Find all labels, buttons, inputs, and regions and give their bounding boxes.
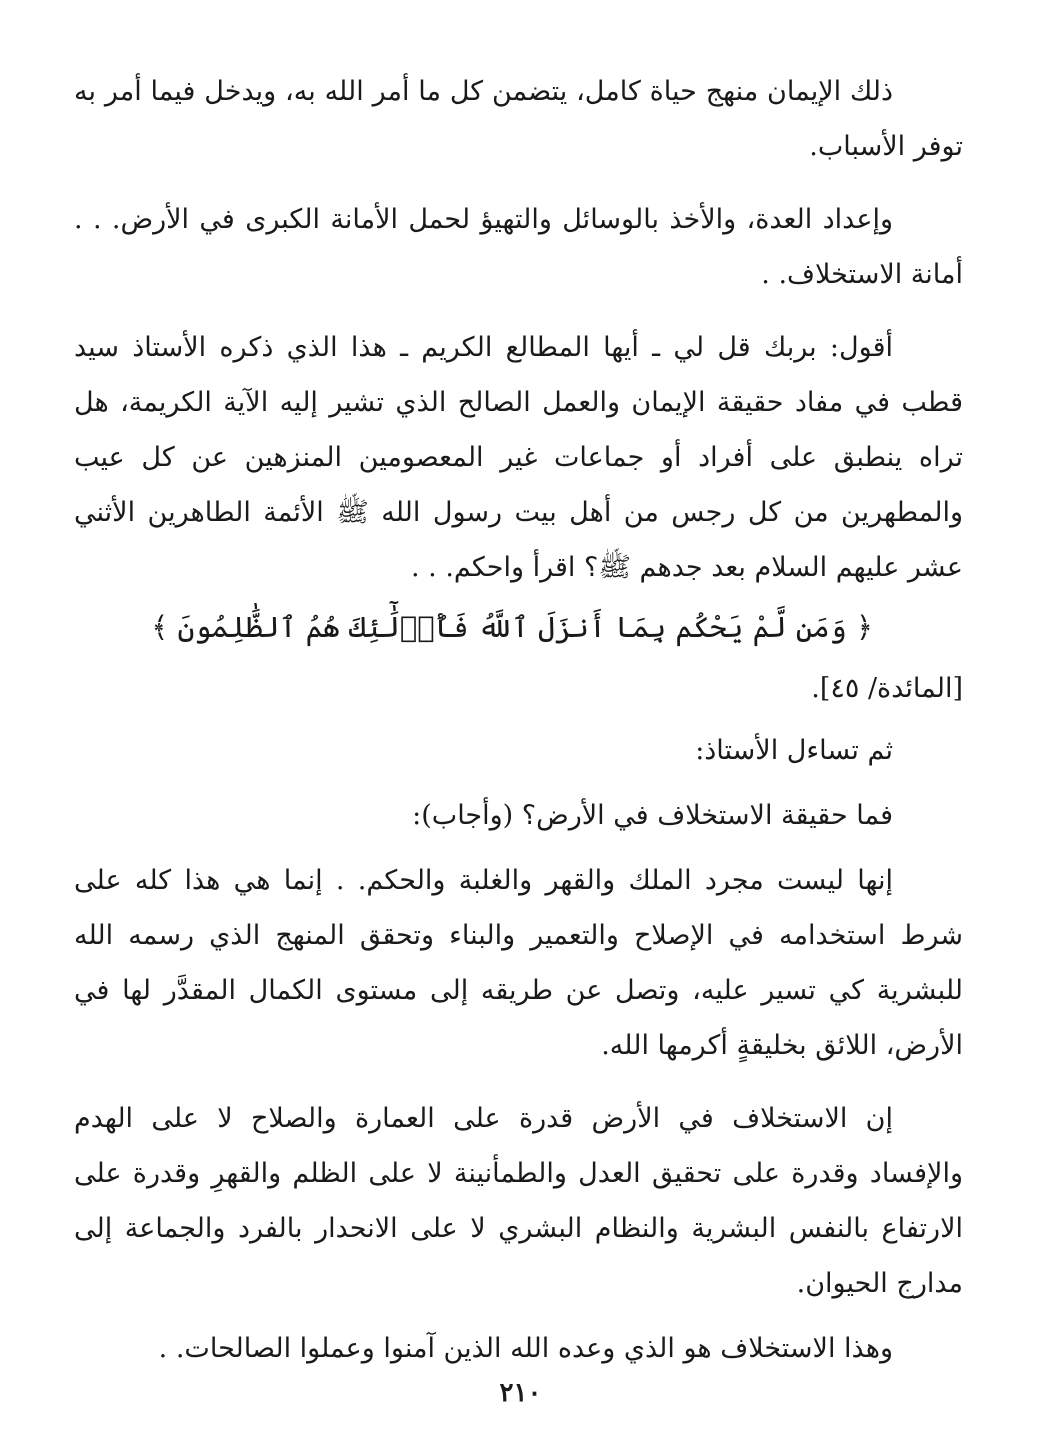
- paragraph-1: ذلك الإيمان منهج حياة كامل، يتضمن كل ما أمر الله به، ويدخل فيما أمر به توفر الأسباب.: [74, 76, 963, 162]
- paragraph-7: إن الاستخلاف في الأرض قدرة على العمارة والصلاح لا على الهدم والإفساد وقدرة على تحقيق العدل والطمأنينة لا على الظلم والقهرِ وقدرة على الارتفاع بالنفس البشرية والنظام البشري لا على الانحدار بالفرد والجماعة إلى مدارج الحيوان.: [74, 1103, 963, 1299]
- paragraph-2: وإعداد العدة، والأخذ بالوسائل والتهيؤ لحمل الأمانة الكبرى في الأرض. . . أمانة الاستخلاف. .: [74, 204, 963, 290]
- paragraph-6: إنها ليست مجرد الملك والقهر والغلبة والحكم. . إنما هي هذا كله على شرط استخدامه في الإصلاح والتعمير والبناء وتحقق المنهج الذي رسمه الله للبشرية كي تسير عليه، وتصل عن طريقه إلى مستوى الكمال المقدَّر لها في الأرض، اللائق بخليقةٍ أكرمها الله.: [74, 865, 963, 1061]
- document-page: [74, 64, 963, 1376]
- paragraph-3: أقول: بربك قل لي ـ أيها المطالع الكريم ـ هذا الذي ذكره الأستاذ سيد قطب في مفاد حقيقة الإيمان والعمل الصالح الذي تشير إليه الآية الكريمة، هل تراه ينطبق على أفراد أو جماعات غير المعصومين المنزهين عن كل عيب والمطهرين من كل رجس من أهل بيت رسول الله ﷺ الأئمة الطاهرين الأثني عشر عليهم السلام بعد جدهم ﷺ؟ اقرأ واحكم. . .: [74, 332, 963, 583]
- quran-quote: [74, 597, 963, 719]
- paragraph-8: وهذا الاستخلاف هو الذي وعده الله الذين آمنوا وعملوا الصالحات. .: [158, 1333, 893, 1364]
- paragraph-5: فما حقيقة الاستخلاف في الأرض؟ (وأجاب):: [412, 800, 893, 831]
- page-number: ٢١٠: [499, 1378, 542, 1408]
- paragraph-4: ثم تساءل الأستاذ:: [695, 735, 893, 766]
- quran-reference: [المائدة/ ٤٥].: [811, 673, 963, 704]
- quran-verse: ﴿ وَمَن لَّمْ يَحْكُم بِمَا أَنزَلَ ٱللَّهُ فَأُو۟لَٰٓئِكَ هُمُ ٱلظَّٰلِمُونَ ﴾: [151, 610, 873, 644]
